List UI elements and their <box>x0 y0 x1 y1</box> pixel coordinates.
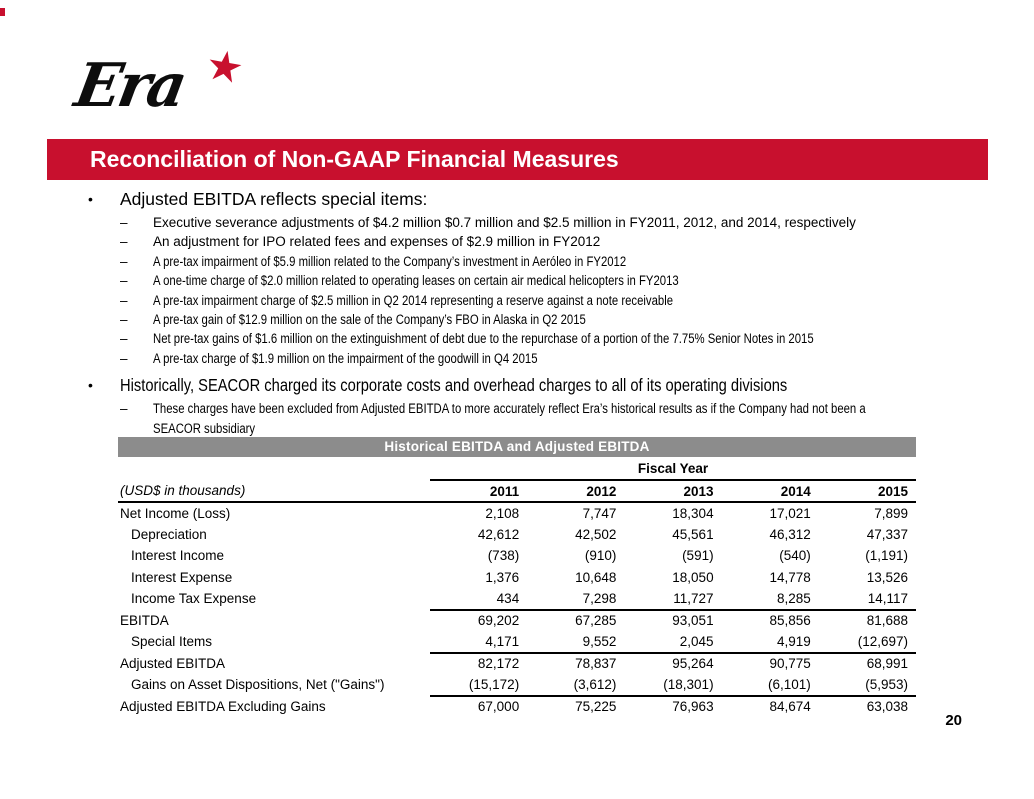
bullet-marker-icon: • <box>88 377 93 394</box>
table-row <box>118 545 916 567</box>
era-logo-text: Era <box>69 51 190 121</box>
table-cell: 93,051 <box>672 613 714 629</box>
dash-marker-icon: – <box>120 234 128 250</box>
sub-bullet-text: A pre-tax impairment of $5.9 million related to the Company’s investment in Aeróleo in FY2012 <box>153 253 627 269</box>
row-label: Gains on Asset Dispositions, Net ("Gains") <box>131 677 385 693</box>
year-header: 2012 <box>527 480 624 502</box>
table-cell: (15,172) <box>430 674 527 696</box>
table-cell: (6,101) <box>722 674 819 696</box>
table-row <box>118 502 916 524</box>
sub-bullet-item <box>120 349 1018 368</box>
table-body <box>118 502 916 717</box>
page-title: Reconciliation of Non-GAAP Financial Measures <box>90 146 619 172</box>
table-cell: 4,171 <box>430 631 527 653</box>
table-row <box>118 567 916 589</box>
sub-bullet-item <box>120 310 1018 329</box>
table-cell: 95,264 <box>672 656 714 672</box>
table-cell: 46,312 <box>769 526 811 542</box>
bullet-list <box>88 188 1018 438</box>
sub-bullet-item <box>120 329 1018 348</box>
table-cell: (540) <box>779 548 811 564</box>
table-row <box>118 588 916 610</box>
table-cell: 434 <box>430 588 527 610</box>
table-cell: 82,172 <box>477 656 520 672</box>
table-cell: 47,337 <box>866 526 908 542</box>
table-row <box>118 524 916 546</box>
table-row <box>118 610 916 632</box>
table-title: Historical EBITDA and Adjusted EBITDA <box>118 437 916 457</box>
sub-bullet-text: An adjustment for IPO related fees and expenses of $2.9 million in FY2012 <box>153 234 601 250</box>
table-cell: 76,963 <box>672 699 714 715</box>
table-cell: (3,612) <box>527 674 624 696</box>
sub-bullet-item <box>120 271 1018 290</box>
sub-bullet-text: A pre-tax charge of $1.9 million on the impairment of the goodwill in Q4 2015 <box>153 350 538 366</box>
table-cell: 7,747 <box>582 505 617 521</box>
table-cell: (738) <box>487 548 520 564</box>
table-cell: 69,202 <box>477 613 520 629</box>
dash-marker-icon: – <box>120 401 128 417</box>
year-header: 2015 <box>819 480 916 502</box>
table-cell: 67,000 <box>477 699 520 715</box>
dash-marker-icon: – <box>120 273 128 289</box>
sub-bullet-text: A pre-tax impairment charge of $2.5 million in Q2 2014 representing a reserve against a note receivable <box>153 292 674 308</box>
sub-bullet-item <box>120 399 1018 438</box>
table-cell: (5,953) <box>819 674 916 696</box>
sub-bullet-item <box>120 252 1018 271</box>
table-cell: 7,298 <box>527 588 624 610</box>
row-label: EBITDA <box>120 612 169 628</box>
table-cell: 90,775 <box>769 656 811 672</box>
bullet-item <box>88 374 1018 397</box>
bullet-item <box>88 188 1018 211</box>
table-cell: 75,225 <box>575 699 617 715</box>
table-row <box>118 653 916 675</box>
table-cell: (1,191) <box>865 548 908 564</box>
sub-bullet-text: These charges have been excluded from Adjusted EBITDA to more accurately reflect Era’s historical results as if the Company had not been a SEACOR subsidiary <box>153 401 866 436</box>
fiscal-year-header: Fiscal Year <box>430 457 916 480</box>
table-cell: (18,301) <box>624 674 721 696</box>
year-header: 2013 <box>624 480 721 502</box>
table-cell: 2,108 <box>485 505 520 521</box>
corner-accent-mark <box>0 8 5 16</box>
dash-marker-icon: – <box>120 253 128 269</box>
table-cell: (12,697) <box>819 631 916 653</box>
column-header-row <box>118 480 916 502</box>
row-label: Adjusted EBITDA <box>120 655 226 671</box>
sub-bullet-text: A one-time charge of $2.0 million related to operating leases on certain air medical helicopters in FY2013 <box>153 273 679 289</box>
table-cell: 42,502 <box>575 526 617 542</box>
bullet-marker-icon: • <box>88 191 93 207</box>
table-cell: 2,045 <box>624 631 721 653</box>
table-cell: 9,552 <box>527 631 624 653</box>
era-logo <box>69 40 296 130</box>
dash-marker-icon: – <box>120 350 128 366</box>
sub-bullet-item <box>120 291 1018 310</box>
fiscal-year-row <box>118 457 916 480</box>
table-cell: 78,837 <box>575 656 617 672</box>
table-cell: 1,376 <box>485 569 520 585</box>
sub-bullet-item <box>120 213 1018 232</box>
row-label: Depreciation <box>131 526 207 542</box>
table-cell: 63,038 <box>866 699 908 715</box>
sub-bullet-text: A pre-tax gain of $12.9 million on the sale of the Company’s FBO in Alaska in Q2 2015 <box>153 312 586 328</box>
sub-bullet-text: Executive severance adjustments of $4.2 million $0.7 million and $2.5 million in FY2011, 2012, and 2014, respectively <box>153 215 856 230</box>
table-cell: 14,778 <box>769 569 811 585</box>
dash-marker-icon: – <box>120 215 128 230</box>
table-cell: 7,899 <box>874 505 908 521</box>
table-cell: 68,991 <box>866 656 908 672</box>
table-cell: 84,674 <box>769 699 811 715</box>
table-cell: 14,117 <box>819 588 916 610</box>
row-label: Net Income (Loss) <box>120 505 231 521</box>
page-number: 20 <box>945 712 962 729</box>
table-row <box>118 696 916 718</box>
bullet-text: Historically, SEACOR charged its corporate costs and overhead charges to all of its operating divisions <box>120 375 788 396</box>
table-cell: 4,919 <box>722 631 819 653</box>
dash-marker-icon: – <box>120 312 128 328</box>
dash-marker-icon: – <box>120 331 128 347</box>
year-header: 2011 <box>430 480 527 502</box>
table-cell: 45,561 <box>672 526 714 542</box>
table-cell: (910) <box>584 548 617 564</box>
table-cell: (591) <box>682 548 714 564</box>
table-cell: 42,612 <box>477 526 520 542</box>
table-cell: 18,304 <box>672 505 714 521</box>
row-label: Interest Expense <box>131 569 233 585</box>
table-cell: 11,727 <box>624 588 721 610</box>
table-row <box>118 631 916 653</box>
table-cell: 10,648 <box>575 569 617 585</box>
table-cell: 8,285 <box>722 588 819 610</box>
financial-table <box>118 437 916 717</box>
year-header: 2014 <box>722 480 819 502</box>
table-cell: 17,021 <box>769 505 811 521</box>
table-cell: 81,688 <box>866 613 908 629</box>
bullet-text: Adjusted EBITDA reflects special items: <box>120 189 428 209</box>
table-cell: 85,856 <box>769 613 811 629</box>
table-cell: 18,050 <box>672 569 714 585</box>
row-label: Adjusted EBITDA Excluding Gains <box>120 698 326 714</box>
title-bar <box>47 139 988 180</box>
row-label: Interest Income <box>131 548 225 564</box>
empty-cell <box>118 457 430 480</box>
ebitda-table <box>118 457 916 717</box>
star-icon: ★ <box>202 40 248 93</box>
row-label: Special Items <box>131 634 213 650</box>
sub-bullet-item <box>120 232 1018 251</box>
dash-marker-icon: – <box>120 292 128 308</box>
table-cell: 13,526 <box>866 569 908 585</box>
table-row <box>118 674 916 696</box>
table-cell: 67,285 <box>575 613 617 629</box>
units-label: (USD$ in thousands) <box>118 480 430 502</box>
sub-bullet-text: Net pre-tax gains of $1.6 million on the extinguishment of debt due to the repurchase of a portion of the 7.75% Senior Notes in 2015 <box>153 331 814 347</box>
row-label: Income Tax Expense <box>131 591 257 607</box>
